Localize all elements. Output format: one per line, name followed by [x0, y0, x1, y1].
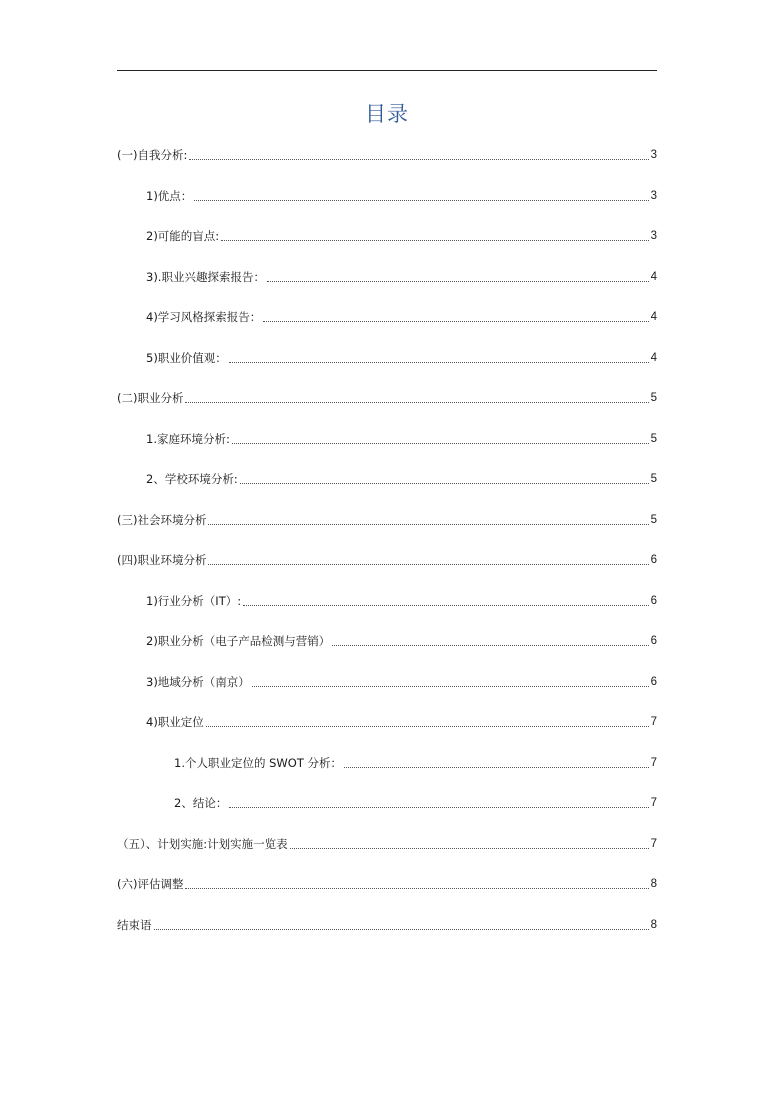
toc-entry-page: 6 [650, 675, 657, 688]
toc-entry[interactable] [146, 345, 657, 365]
toc-entry-page: 6 [650, 635, 657, 647]
toc-entry[interactable] [117, 385, 657, 405]
dot-leader [263, 321, 648, 322]
toc-entry-label: 3)地域分析（南京） [146, 674, 250, 689]
toc-entry-page: 7 [650, 797, 657, 809]
dot-leader [252, 686, 649, 687]
toc-entry[interactable] [146, 304, 657, 324]
toc-entry-label: 4)学习风格探索报告： [146, 310, 262, 324]
toc-entry-label: 2)可能的盲点: [146, 229, 220, 243]
toc-entry-page: 3 [650, 149, 657, 161]
toc-entry-page: 8 [650, 878, 657, 890]
toc-entry-label: 1.个人职业定位的 SWOT 分析： [174, 755, 343, 770]
dot-leader [221, 240, 648, 241]
toc-entry-label: （五）、计划实施:计划实施一览表 [117, 836, 288, 851]
dot-leader [154, 929, 649, 930]
toc-entry[interactable] [117, 912, 657, 932]
dot-leader [185, 888, 648, 889]
toc-entry-label: 5)职业价值观： [146, 350, 227, 365]
dot-leader [208, 564, 648, 565]
dot-leader [208, 524, 648, 525]
dot-leader [240, 483, 649, 484]
toc-entry-page: 4 [650, 270, 657, 283]
toc-entry[interactable] [146, 264, 657, 284]
dot-leader [344, 767, 649, 768]
toc-entry[interactable] [146, 183, 657, 203]
toc-entry-label: (二)职业分析 [117, 391, 184, 405]
toc-entry[interactable] [117, 871, 657, 891]
dot-leader [206, 726, 649, 727]
toc-entry[interactable] [117, 547, 657, 567]
toc-entry[interactable] [146, 426, 657, 446]
dot-leader [267, 281, 649, 282]
toc-entry-label: 2)职业分析（电子产品检测与营销） [146, 634, 331, 648]
toc-entry[interactable] [146, 628, 657, 648]
toc-entry-label: (一)自我分析: [117, 148, 188, 162]
toc-entry-page: 7 [650, 716, 657, 728]
toc-entry-label: (三)社会环境分析 [117, 512, 207, 527]
toc-entry-page: 3 [650, 189, 657, 202]
toc-entry-page: 8 [650, 918, 657, 931]
toc-entry-label: 4)职业定位 [146, 715, 204, 729]
toc-entry-label: 2、结论： [174, 796, 228, 810]
toc-entry-label: 2、学校环境分析: [146, 472, 238, 486]
toc-entry-page: 6 [650, 554, 657, 566]
toc-entry-page: 4 [650, 311, 657, 323]
toc-entry[interactable] [117, 142, 657, 162]
toc-entry[interactable] [146, 588, 657, 608]
dot-leader [290, 848, 649, 849]
toc-entry-page: 5 [650, 513, 657, 526]
dot-leader [189, 159, 648, 160]
toc-entry[interactable] [174, 790, 657, 810]
toc-entry-page: 7 [650, 756, 657, 769]
toc-entry-label: 结束语 [117, 917, 152, 932]
toc-entry-page: 4 [650, 351, 657, 364]
toc-entry-label: 1.家庭环境分析: [146, 431, 230, 446]
toc-entry[interactable] [117, 507, 657, 527]
header-rule [117, 70, 657, 71]
toc-entry-page: 5 [650, 392, 657, 404]
dot-leader [232, 443, 649, 444]
toc-entry-label: 3).职业兴趣探索报告： [146, 269, 265, 284]
toc-entry-label: (四)职业环境分析 [117, 553, 207, 567]
toc-entry-page: 6 [650, 594, 657, 607]
toc-entry[interactable] [117, 831, 657, 851]
dot-leader [185, 402, 648, 403]
toc-entry-label: (六)评估调整 [117, 877, 184, 891]
toc-entry[interactable] [174, 750, 657, 770]
dot-leader [229, 362, 649, 363]
toc-entry[interactable] [146, 223, 657, 243]
toc-entry-label: 1)行业分析（IT）: [146, 593, 242, 608]
toc-entry[interactable] [146, 669, 657, 689]
toc-entry-page: 5 [650, 432, 657, 445]
toc-entry[interactable] [146, 466, 657, 486]
dot-leader [332, 645, 648, 646]
toc-entry-label: 1)优点： [146, 188, 193, 203]
toc-entry-page: 5 [650, 473, 657, 485]
dot-leader [229, 807, 648, 808]
toc-entry[interactable] [146, 709, 657, 729]
toc-title: 目录 [365, 102, 409, 126]
toc-entry-page: 7 [650, 837, 657, 850]
toc-entry-page: 3 [650, 230, 657, 242]
dot-leader [194, 200, 648, 201]
dot-leader [243, 605, 649, 606]
